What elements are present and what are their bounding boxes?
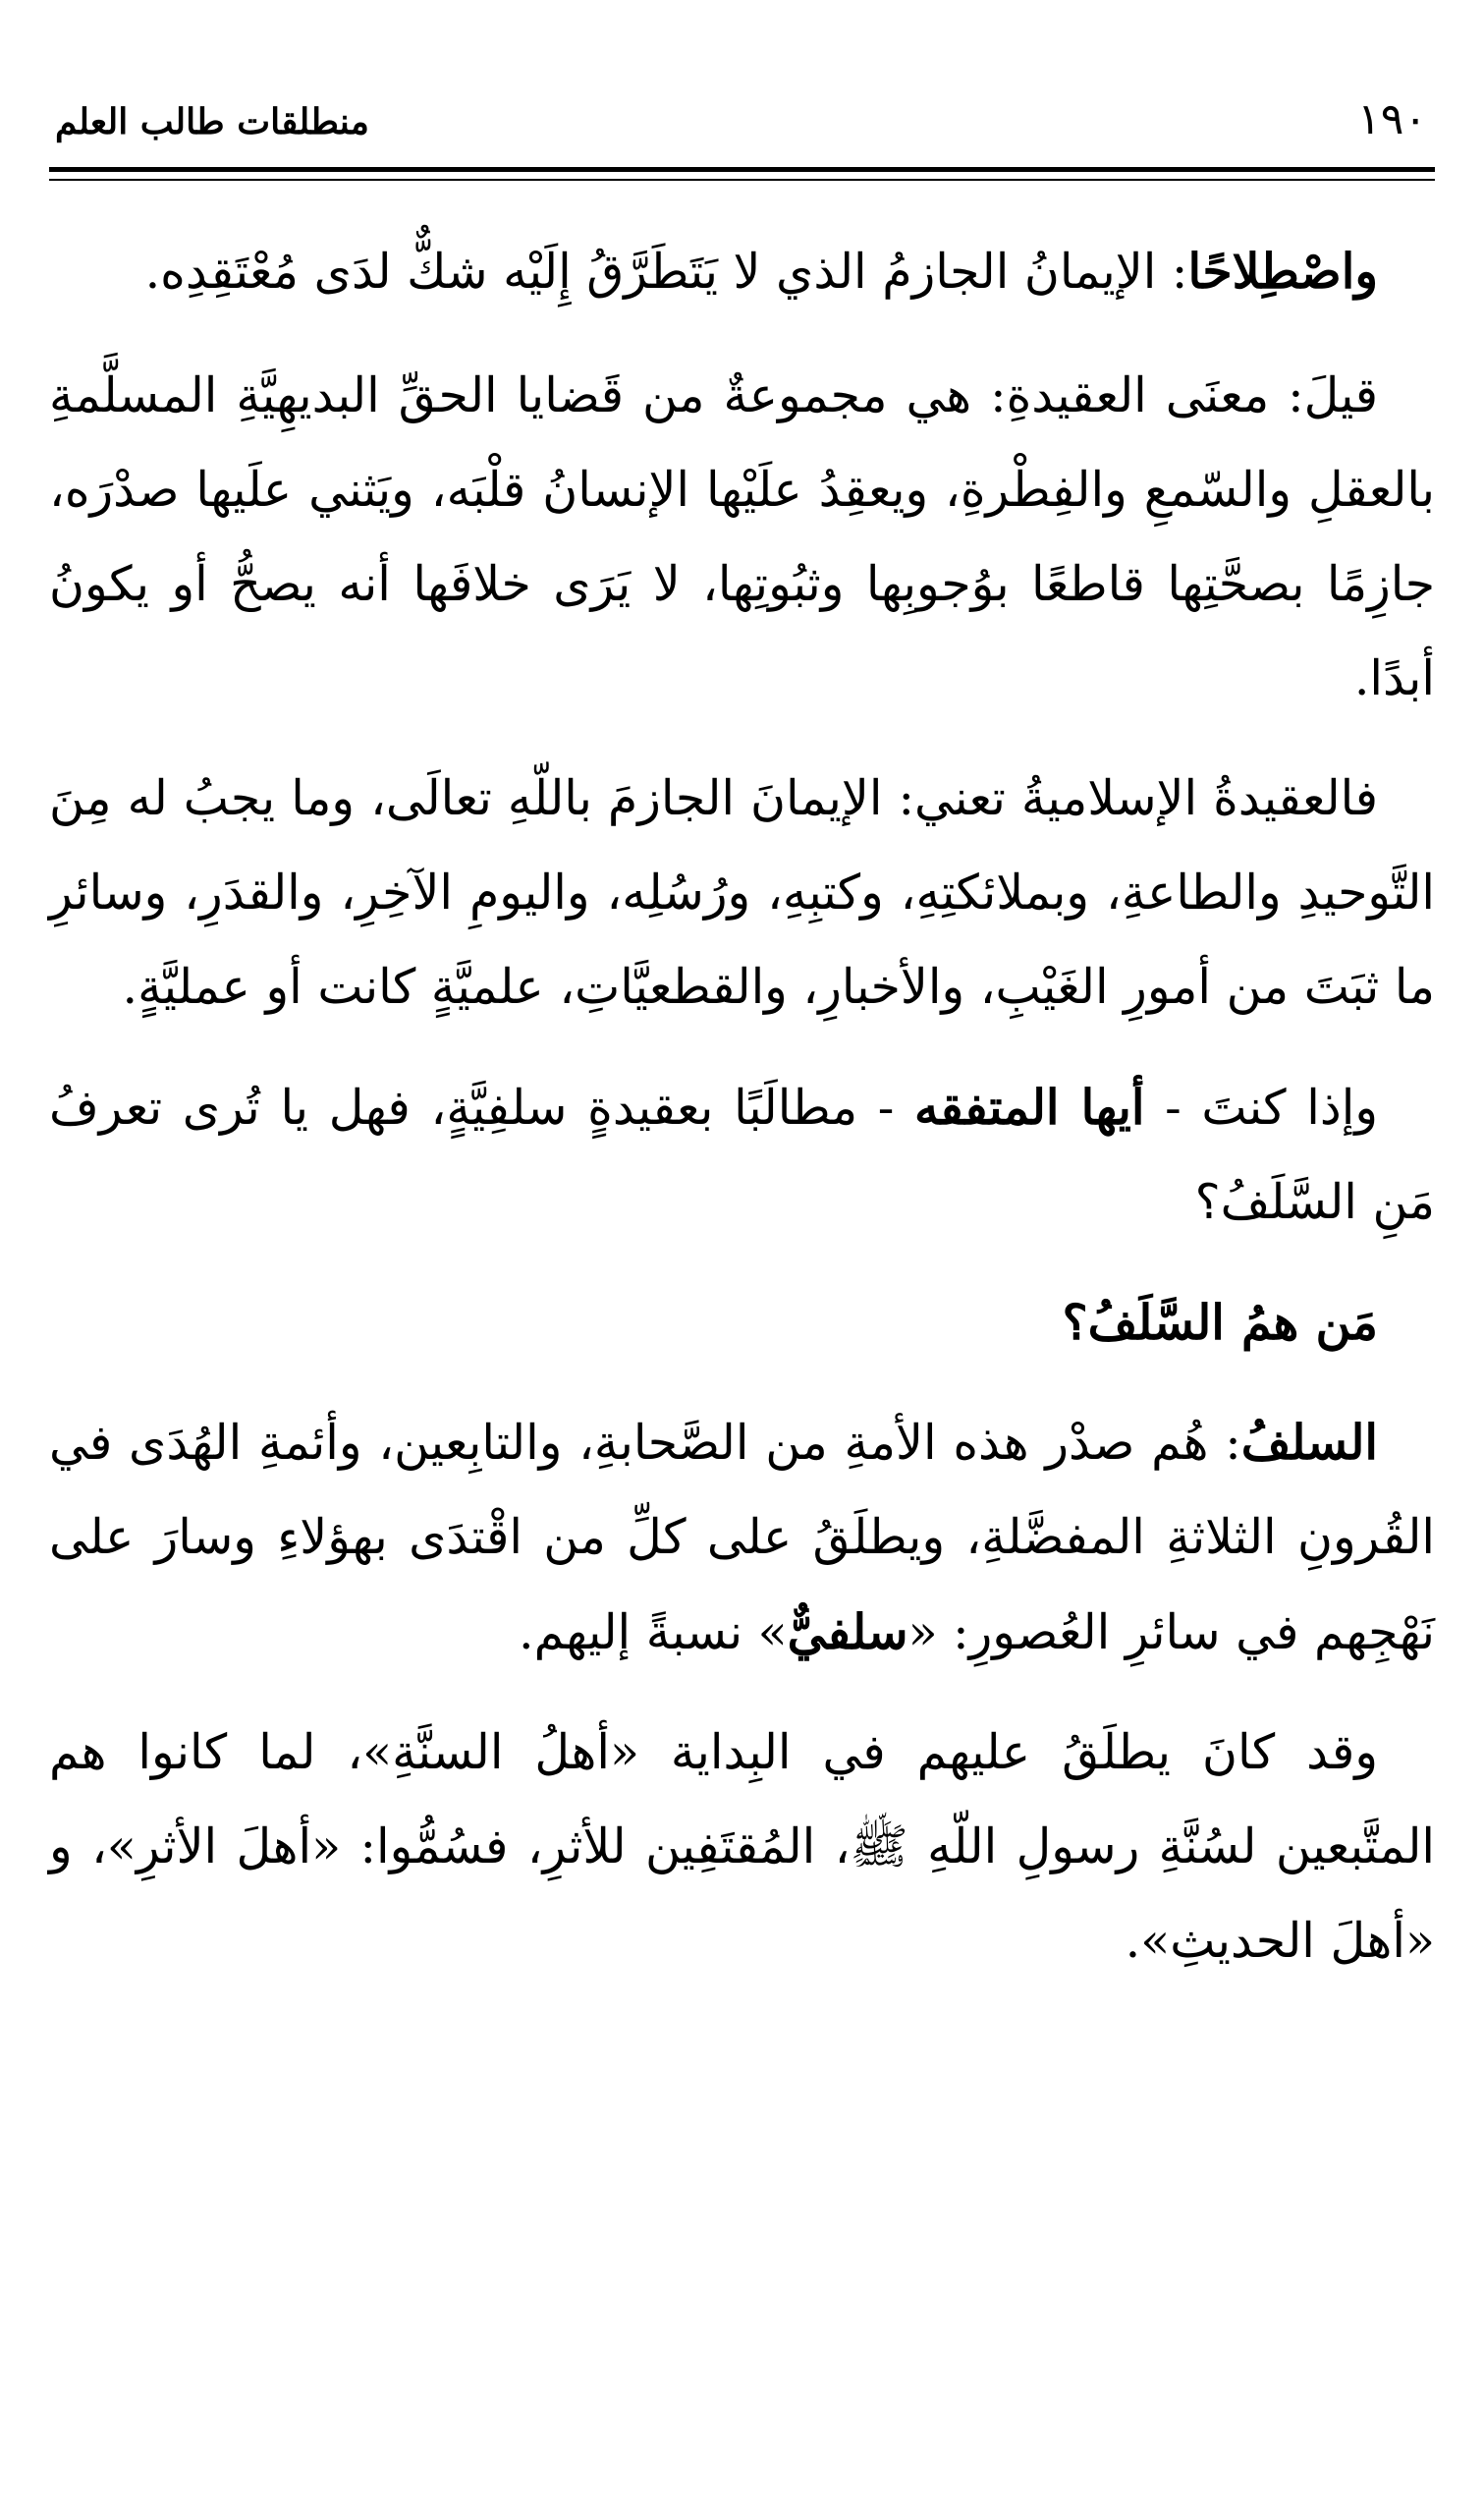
book-title: منطلقات طالب العلم: [55, 101, 369, 142]
paragraph-aqeedah-meaning: قيلَ: معنَى العقيدةِ: هي مجموعةٌ من قَضايا الحقِّ البديهِيَّةِ المسلَّمةِ بالعقلِ والسّمعِ والفِطْرةِ، ويعقِدُ علَيْها الإنسانُ قلْبَه، ويَثني علَيها صدْرَه، جازِمًا بصحَّتِها قاطعًا بوُجوبِها وثبُوتِها، لا يَرَى خلافَها أنه يصحُّ أو يكونُ أبدًا.: [49, 367, 1435, 706]
paragraph-text: - مطالَبًا بعقيدةٍ سلفِيَّةٍ، فهل يا تُرى تعرفُ مَنِ السَّلَفُ؟: [49, 1080, 1435, 1230]
page-number: ١٩٠: [1357, 94, 1427, 144]
paragraph-text: وإذا كنتَ -: [1144, 1080, 1378, 1136]
running-header: [49, 86, 1435, 167]
emphasis-salafi: سلفيٌّ: [787, 1603, 908, 1660]
paragraph-definition-term: [49, 224, 1435, 319]
header-rule-thin: [49, 179, 1435, 181]
section-heading-salaf: مَن همُ السَّلَفُ؟: [1062, 1294, 1378, 1351]
emphasis-mutafaqqih: أيها المتفقه: [914, 1079, 1145, 1136]
term-istilahan: واصْطِلاحًا: [1187, 243, 1378, 300]
paragraph-text: : الإيمانُ الجازمُ الذي لا يَتَطَرَّقُ إِلَيْه شكٌّ لدَى مُعْتَقِدِه.: [144, 244, 1188, 300]
paragraph-islamic-aqeedah: فالعقيدةُ الإسلاميةُ تعني: الإيمانَ الجازمَ باللّهِ تعالَى، وما يجبُ له مِنَ التَّوحيدِ والطاعةِ، وبملائكتِهِ، وكتبِهِ، ورُسُلِه، واليومِ الآخِرِ، والقدَرِ، وسائرِ ما ثبَتَ من أمورِ الغَيْبِ، والأخبارِ، والقطعيَّاتِ، علميَّةٍ كانت أو عمليَّةٍ.: [49, 770, 1435, 1015]
page-body: [49, 224, 1435, 1988]
term-salaf: السلفُ: [1240, 1414, 1378, 1471]
header-rule-thick: [49, 167, 1435, 172]
paragraph-text: » نسبةً إليهم.: [519, 1604, 788, 1660]
paragraph-salaf-definition: [49, 1395, 1435, 1680]
paragraph-ahl-sunnah: وقد كانَ يطلَقُ عليهم في البِداية «أهلُ السنَّةِ»، لما كانوا هم المتَّبعين لسُنَّةِ رسولِ اللّهِ ﷺ، المُقتَفِين للأثرِ، فسُمُّوا: «أهلَ الأثرِ»، و «أهلَ الحديثِ».: [49, 1724, 1435, 1969]
paragraph-salafi-question: [49, 1060, 1435, 1250]
paragraph-text: : هُم صدْر هذه الأمةِ من الصَّحابةِ، والتابِعين، وأئمةِ الهُدَى في القُرونِ الثلاثةِ المفضَّلةِ، ويطلَقُ على كلِّ من اقْتدَى بهؤلاءِ وسارَ على نَهْجِهم في سائرِ العُصورِ: «: [49, 1415, 1435, 1660]
